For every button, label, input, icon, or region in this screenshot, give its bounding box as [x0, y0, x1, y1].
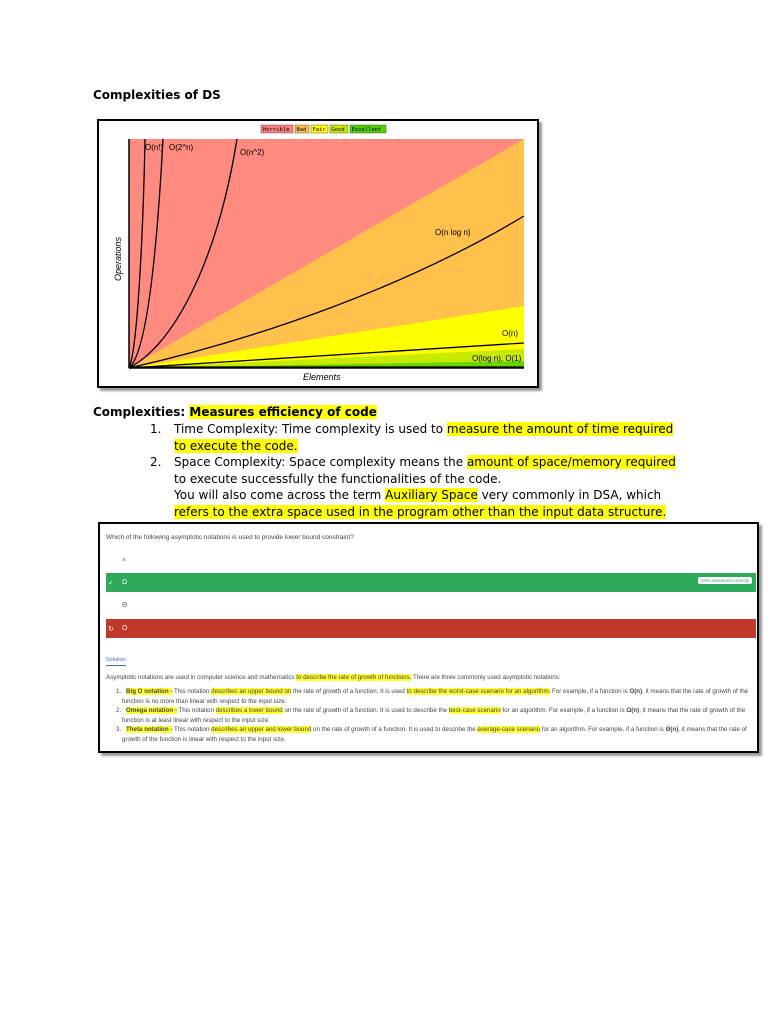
item-symbol: Θ(n) — [665, 726, 679, 733]
solution-list — [106, 687, 756, 744]
solution-item-big-o — [106, 687, 756, 706]
item-text: for an algorithm. For example, if a function is — [540, 726, 666, 733]
list-item-time — [150, 421, 680, 454]
item-text: This notation — [176, 707, 216, 714]
item-text: For example, if a function is — [550, 688, 630, 695]
solution-item-theta — [106, 725, 756, 744]
list-number: 2. — [150, 455, 162, 469]
quiz-figure — [98, 522, 759, 753]
quiz-option-wrong[interactable] — [106, 619, 756, 638]
retry-icon: ↻ — [108, 625, 114, 633]
aux-highlight-2: refers to the extra space used in the program other than the input data structure. — [174, 504, 667, 519]
label-n-factorial: O(n!) — [145, 143, 164, 152]
legend-excellent: Excellent — [351, 127, 382, 133]
notation-name: Big O notation - — [126, 688, 173, 695]
item-text: on the rate of growth of a function. It is used to describe the — [311, 726, 478, 733]
item-highlight: describes a lower bound — [215, 707, 283, 714]
legend-bad: Bad — [296, 127, 307, 133]
space-text: Space Complexity: Space complexity means the — [174, 455, 467, 469]
option-symbol: O — [122, 625, 128, 632]
item-text: the rate of growth of a function. It is used — [291, 688, 407, 695]
big-o-chart — [99, 121, 537, 386]
document-title: Complexities of DS — [93, 88, 221, 102]
item-number: 3. — [116, 726, 122, 733]
item-highlight: describes an upper bound on — [211, 688, 292, 695]
space-text-suffix: to execute successfully the functionalities of the code. — [174, 471, 502, 486]
solution-tab[interactable]: Solution — [106, 657, 126, 663]
complexities-heading — [93, 405, 377, 419]
aux-highlight: Auxiliary Space — [385, 488, 478, 502]
item-text: This notation — [172, 688, 212, 695]
label-n-log-n: O(n log n) — [435, 228, 471, 237]
item-text: for an algorithm. For example, if a function is — [500, 707, 627, 714]
aux-text: You will also come across the term — [174, 488, 386, 502]
option-symbol: Θ — [122, 602, 128, 609]
item-symbol: O(n) — [629, 688, 643, 695]
space-highlight: amount of space/memory required — [466, 455, 676, 469]
complexities-label: Complexities: — [93, 405, 186, 419]
item-text: on the rate of growth of a function. It is used to describe the — [282, 707, 449, 714]
complexities-highlight: Measures efficiency of code — [189, 405, 377, 419]
solution-underline — [106, 665, 126, 666]
solution-intro — [106, 673, 754, 683]
quiz-option-1[interactable] — [106, 551, 126, 570]
time-highlight: measure the amount of time required to execute the code. — [174, 422, 674, 453]
x-axis-label: Elements — [303, 372, 341, 382]
intro-text: Asymptotic notations are used in computer science and mathematics — [106, 674, 297, 681]
quiz-option-3[interactable] — [106, 596, 127, 615]
legend-fair: Fair — [312, 127, 326, 133]
item-text: This notation — [172, 726, 212, 733]
option-symbol: Ω — [122, 579, 128, 586]
answered-badge: 10% answered correctly — [698, 577, 752, 584]
chart-legend — [261, 125, 386, 133]
auxiliary-space-paragraph — [174, 487, 680, 520]
intro-text-end: There are three commonly used asymptotic notations: — [411, 674, 561, 681]
item-highlight: describes an upper and lower bound — [211, 726, 312, 733]
quiz-option-correct[interactable] — [106, 573, 756, 592]
label-log-n-1: O(log n), O(1) — [472, 354, 522, 363]
label-n-squared: O(n^2) — [240, 148, 265, 157]
item-symbol: Ω(n) — [626, 707, 640, 714]
item-highlight: best-case scenario — [448, 707, 501, 714]
notation-name: Theta notation - — [126, 726, 173, 733]
label-2-pow-n: O(2^n) — [169, 143, 194, 152]
solution-item-omega — [106, 706, 756, 725]
quiz-question: Which of the following asymptotic notations is used to provide lower bound constraint? — [106, 534, 354, 541]
intro-highlight: to describe the rate of growth of functions. — [296, 674, 412, 681]
list-item-space — [150, 454, 680, 520]
item-highlight: average-case scenario — [477, 726, 541, 733]
item-text: , it means that the rate of growth of the function is no more than linear with respect to the input size. — [122, 688, 749, 705]
aux-text-mid: very commonly in DSA, which — [477, 488, 662, 502]
complexity-list — [150, 421, 680, 520]
item-highlight: to describe the worst-case scenario for an algorithm. — [406, 688, 551, 695]
item-text: , it means that the rate of growth of the function is at least linear with respect to the input size. — [122, 707, 746, 724]
item-number: 2. — [116, 707, 122, 714]
list-number: 1. — [150, 422, 162, 436]
label-n: O(n) — [502, 329, 518, 338]
y-axis-label: Operations — [113, 236, 123, 281]
item-text: , it means that the rate of growth of the function is linear with respect to the input size. — [122, 726, 747, 743]
big-o-chart-figure — [97, 119, 539, 388]
notation-name: Omega notation - — [126, 707, 177, 714]
item-number: 1. — [116, 688, 122, 695]
check-icon: ✓ — [108, 579, 114, 587]
legend-horrible: Horrible — [263, 127, 290, 133]
time-text: Time Complexity: Time complexity is used to — [174, 422, 447, 436]
legend-good: Good — [331, 127, 345, 133]
option-symbol: × — [122, 557, 127, 564]
